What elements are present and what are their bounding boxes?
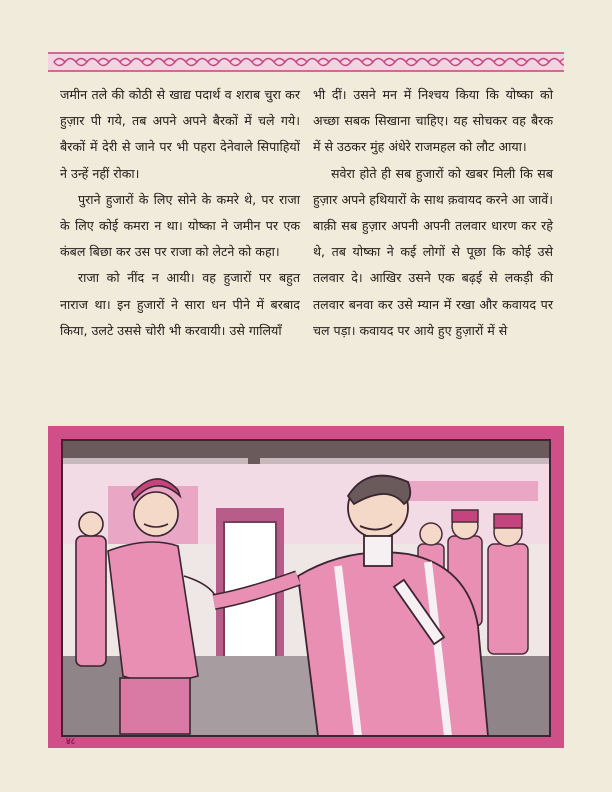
paragraph: राजा को नींद न आयी। वह हुजारों पर बहुत नाराज था। इन हुजारों ने सारा धन पीने में बरबाद किया, उलटे उससे चोरी भी करवायी। उसे गालियाँ xyxy=(60,270,300,338)
illustration xyxy=(48,426,564,748)
paragraph: पुराने हुजारों के लिए सोने के कमरे थे, पर राजा के लिए कोई कमरा न था। योष्का ने जमीन पर एक कंबल बिछा कर उस पर राजा को लेटने को कहा। xyxy=(60,191,300,260)
paragraph: जमीन तले की कोठी से खाद्य पदार्थ व शराब चुरा कर हुज़ार पी गये, तब अपने अपने बैरकों में चले गये। बैरकों में देरी से जाने पर भी पहरा देनेवाले सिपाहियों ने उन्हें नहीं रोका। xyxy=(60,87,300,181)
ornament-border xyxy=(48,52,564,72)
page-number: ४८ xyxy=(66,737,76,747)
paragraph: सवेरा होते ही सब हुजारों को खबर मिली कि सब हुज़ार अपने हथियारों के साथ क़वायद करने आ जावें। बाक़ी सब हुज़ार अपनी अपनी तलवार धारण कर रहे थे, तब योष्का ने कई लोगों से पूछा कि कोई उसे तलवार दे। आखिर उसने एक बढ़ई से लकड़ी की तलवार बनवा कर उसे म्यान में रखा और कवायद पर चल पड़ा। कवायद पर आये हुए हुज़ारों में से xyxy=(313,165,553,338)
paragraph: भी दीं। उसने मन में निश्चय किया कि योष्का को अच्छा सबक सिखाना चाहिए। यह सोचकर वह बैरक में से उठकर मुंह अंधेरे राजमहल को लौट आया। xyxy=(313,87,553,155)
right-text-column xyxy=(313,82,553,344)
left-text-column xyxy=(60,82,300,344)
